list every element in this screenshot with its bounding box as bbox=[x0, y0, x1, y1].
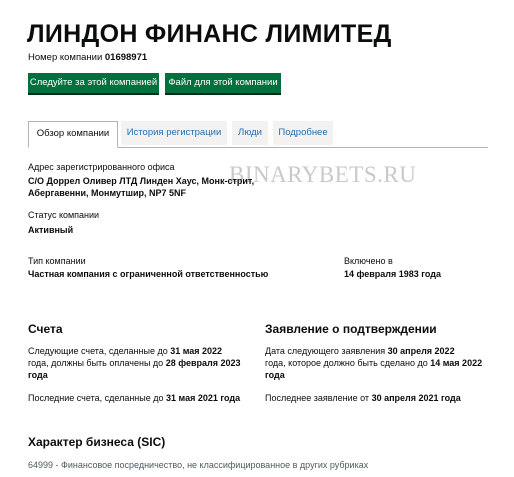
accounts-next-date: 31 мая 2022 bbox=[170, 346, 223, 356]
company-type-value: Частная компания с ограниченной ответственностью bbox=[28, 269, 269, 279]
accounts-due-suffix: года bbox=[28, 370, 48, 380]
status-label: Статус компании bbox=[28, 210, 100, 220]
sic-heading: Характер бизнеса (SIC) bbox=[28, 435, 166, 449]
address-line-2: Абергавенни, Монмутшир, NP7 5NF bbox=[28, 188, 187, 198]
confirmation-heading: Заявление о подтверждении bbox=[265, 322, 437, 336]
confirmation-last-text: Последнее заявление от bbox=[265, 393, 370, 403]
tab-company-overview[interactable]: Обзор компании bbox=[28, 121, 118, 148]
accounts-heading: Счета bbox=[28, 322, 63, 336]
watermark: BINARYBETS.RU bbox=[229, 162, 417, 187]
company-name: ЛИНДОН ФИНАНС ЛИМИТЕД bbox=[27, 20, 392, 48]
confirmation-due-text: года, которое должно быть сделано до bbox=[265, 358, 428, 368]
accounts-due-text: года, должны быть оплачены до bbox=[28, 358, 164, 368]
tab-more[interactable]: Подробнее bbox=[273, 121, 333, 145]
tab-filing-history[interactable]: История регистрации bbox=[121, 121, 227, 145]
incorporated-value: 14 февраля 1983 года bbox=[344, 269, 442, 279]
confirmation-due-date: 14 мая 2022 bbox=[430, 358, 483, 368]
accounts-last bbox=[28, 392, 240, 404]
company-type-label: Тип компании bbox=[28, 256, 86, 266]
confirmation-next bbox=[265, 345, 482, 381]
accounts-next-text: Следующие счета, сделанные до bbox=[28, 346, 168, 356]
tab-people[interactable]: Люди bbox=[232, 121, 268, 145]
incorporated-label: Включено в bbox=[344, 256, 393, 266]
accounts-last-text: Последние счета, сделанные до bbox=[28, 393, 164, 403]
confirmation-due-suffix: года bbox=[265, 370, 285, 380]
follow-company-button[interactable]: Следуйте за этой компанией bbox=[28, 73, 159, 93]
company-number-label: Номер компании bbox=[28, 52, 103, 63]
address-line-1: C/O Доррел Оливер ЛТД Линден Хаус, Монк-стрит, bbox=[28, 176, 255, 186]
status-value: Активный bbox=[28, 225, 74, 235]
confirmation-last bbox=[265, 392, 461, 404]
accounts-next bbox=[28, 345, 241, 381]
accounts-due-date: 28 февраля 2023 bbox=[165, 358, 241, 368]
tab-bar bbox=[28, 121, 488, 148]
address-label: Адрес зарегистрированного офиса bbox=[28, 162, 175, 172]
file-for-company-button[interactable]: Файл для этой компании bbox=[165, 73, 281, 93]
confirmation-next-date: 30 апреля 2022 bbox=[387, 346, 455, 356]
confirmation-last-date: 30 апреля 2021 года bbox=[371, 393, 461, 403]
confirmation-next-text: Дата следующего заявления bbox=[265, 346, 386, 356]
sic-line: 64999 - Финансовое посредничество, не классифицированное в других рубриках bbox=[28, 460, 369, 470]
company-number bbox=[28, 52, 147, 63]
accounts-last-date: 31 мая 2021 года bbox=[166, 393, 241, 403]
company-number-value: 01698971 bbox=[104, 52, 148, 63]
